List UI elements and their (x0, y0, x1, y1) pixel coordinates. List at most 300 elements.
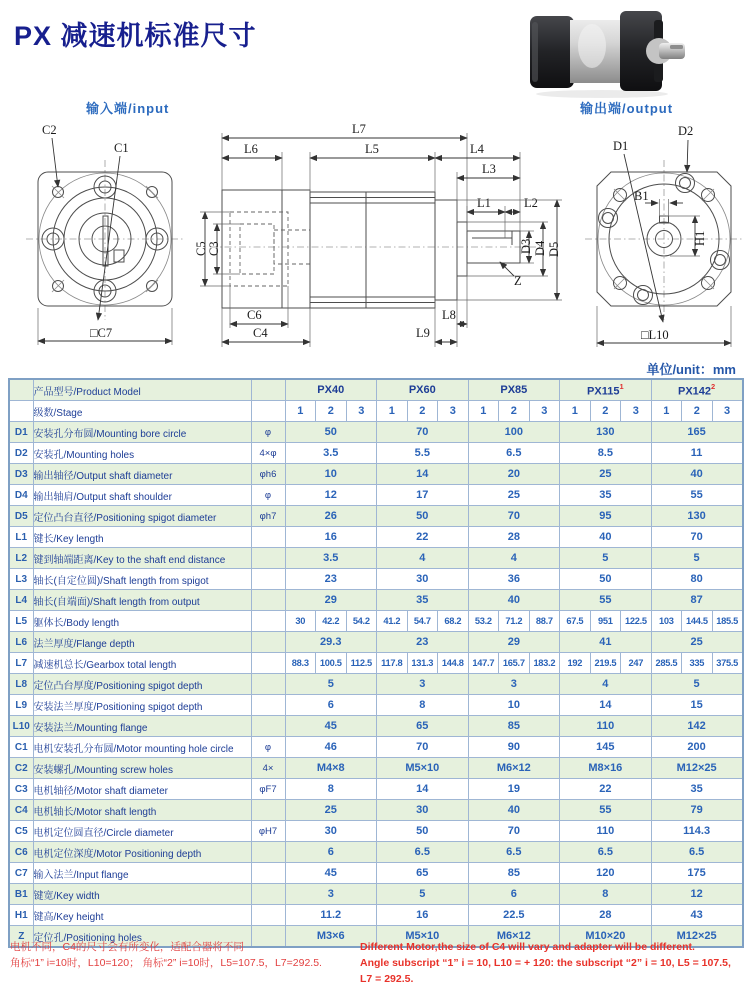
stage-cell: 3 (529, 401, 560, 422)
table-row (9, 716, 743, 737)
value-cell: 120 (560, 863, 652, 884)
row-symbol: φ (251, 422, 285, 443)
value-cell: 90 (468, 737, 560, 758)
value-cell: 22 (377, 527, 469, 548)
value-cell: 5 (651, 548, 743, 569)
footnote-cn-line1: 电机不同，C4的尺寸会有所变化，适配合器将不同 (10, 941, 244, 953)
row-symbol: φh7 (251, 506, 285, 527)
value-cell: 185.5 (712, 611, 743, 632)
stage-cell: 3 (438, 401, 469, 422)
model-header: $PX115^1$ (560, 379, 652, 401)
value-cell: 50 (560, 569, 652, 590)
value-cell: 88.3 (285, 653, 316, 674)
dim-label-l1: L1 (477, 196, 491, 210)
row-label: 安装孔分布圆/Mounting bore circle (33, 422, 251, 443)
footnote-en-line1: Different Motor,the size of C4 will vary and adapter will be different. (360, 941, 695, 953)
value-cell: 8 (377, 695, 469, 716)
stage-cell: 1 (377, 401, 408, 422)
value-cell: 43 (651, 905, 743, 926)
table-row (9, 674, 743, 695)
row-symbol (251, 632, 285, 653)
value-cell: 17 (377, 485, 469, 506)
stage-cell: 3 (346, 401, 377, 422)
value-cell: 95 (560, 506, 652, 527)
dim-label-d2: D2 (678, 124, 694, 138)
table-row (9, 443, 743, 464)
value-cell: 5 (651, 674, 743, 695)
value-cell: 23 (285, 569, 377, 590)
row-label: 电机定位深度/Motor Positioning depth (33, 842, 251, 863)
row-label: 轴长(自端面)/Shaft length from output (33, 590, 251, 611)
value-cell: 285.5 (651, 653, 682, 674)
row-label: 定位凸台直径/Positioning spigot diameter (33, 506, 251, 527)
value-cell: 71.2 (499, 611, 530, 632)
value-cell: 65 (377, 716, 469, 737)
row-code: L4 (9, 590, 33, 611)
page-title: PX 减速机标准尺寸 (14, 21, 257, 51)
value-cell: 122.5 (621, 611, 652, 632)
row-label: 安装孔/Mounting holes (33, 443, 251, 464)
row-label: 安装法兰厚度/Positioning spigot depth (33, 695, 251, 716)
row-label: 躯体长/Body length (33, 611, 251, 632)
value-cell: 54.2 (346, 611, 377, 632)
row-symbol (251, 884, 285, 905)
row-code: L6 (9, 632, 33, 653)
value-cell: 6 (285, 842, 377, 863)
stage-cell: 2 (316, 401, 347, 422)
row-symbol: 4× (251, 758, 285, 779)
value-cell: 117.8 (377, 653, 408, 674)
value-cell: 11 (651, 443, 743, 464)
dim-label-c4: C4 (253, 326, 268, 340)
row-code: Z (9, 926, 33, 948)
value-cell: 55 (560, 800, 652, 821)
value-cell: 175 (651, 863, 743, 884)
dim-label-c5: C5 (194, 241, 208, 256)
value-cell: 14 (377, 779, 469, 800)
value-cell: 35 (560, 485, 652, 506)
table-row (9, 653, 743, 674)
value-cell: 28 (560, 905, 652, 926)
value-cell: 6.5 (377, 842, 469, 863)
value-cell: 29.3 (285, 632, 377, 653)
row-label: 安装法兰/Mounting flange (33, 716, 251, 737)
value-cell: 50 (377, 506, 469, 527)
value-cell: 12 (285, 485, 377, 506)
table-row (9, 548, 743, 569)
value-cell: 16 (285, 527, 377, 548)
dim-label-b1: B1 (634, 189, 649, 203)
row-label: 安装螺孔/Mounting screw holes (33, 758, 251, 779)
value-cell: M5×10 (377, 926, 469, 948)
output-end-view (585, 124, 743, 347)
table-row (9, 569, 743, 590)
table-row (9, 611, 743, 632)
value-cell: 4 (468, 548, 560, 569)
dim-label-d3: D3 (519, 238, 533, 254)
value-cell: 8 (560, 884, 652, 905)
value-cell: 6.5 (560, 842, 652, 863)
row-code (9, 379, 33, 401)
value-cell: 247 (621, 653, 652, 674)
value-cell: M12×25 (651, 758, 743, 779)
row-code: D3 (9, 464, 33, 485)
row-code: C6 (9, 842, 33, 863)
row-code: L8 (9, 674, 33, 695)
value-cell: 100 (468, 422, 560, 443)
value-cell: 68.2 (438, 611, 469, 632)
value-cell: 145 (560, 737, 652, 758)
value-cell: 6 (285, 695, 377, 716)
value-cell: 8 (285, 779, 377, 800)
table-row (9, 422, 743, 443)
table-row (9, 464, 743, 485)
model-header: PX40 (285, 379, 377, 401)
row-symbol (251, 905, 285, 926)
output-view-label: 输出端/output (580, 101, 674, 116)
model-header: $PX142^2$ (651, 379, 743, 401)
table-row (9, 737, 743, 758)
row-symbol (251, 716, 285, 737)
value-cell: M10×20 (560, 926, 652, 948)
value-cell: 50 (285, 422, 377, 443)
row-symbol (251, 695, 285, 716)
value-cell: 14 (377, 464, 469, 485)
dim-label-l8: L8 (442, 308, 456, 322)
row-label: 轴长(自定位圆)/Shaft length from spigot (33, 569, 251, 590)
stage-cell: 1 (651, 401, 682, 422)
value-cell: 3 (377, 674, 469, 695)
dim-label-d4: D4 (533, 240, 547, 256)
value-cell: M8×16 (560, 758, 652, 779)
row-code: L3 (9, 569, 33, 590)
stage-cell: 2 (590, 401, 621, 422)
photo-shaft-key (670, 45, 683, 49)
value-cell: 70 (468, 506, 560, 527)
dim-label-z: Z (514, 274, 522, 288)
table-row (9, 695, 743, 716)
row-code: L10 (9, 716, 33, 737)
value-cell: 15 (651, 695, 743, 716)
value-cell: 6 (468, 884, 560, 905)
value-cell: 130 (560, 422, 652, 443)
value-cell: 50 (377, 821, 469, 842)
value-cell: 5 (285, 674, 377, 695)
table-row (9, 842, 743, 863)
row-code: L9 (9, 695, 33, 716)
footnote-chinese (10, 939, 350, 971)
value-cell: 22.5 (468, 905, 560, 926)
product-model-header: 产品型号/Product Model (33, 379, 251, 401)
row-label: 电机安装孔分布圆/Motor mounting hole circle (33, 737, 251, 758)
dim-label-c3: C3 (207, 241, 221, 256)
value-cell: 80 (651, 569, 743, 590)
value-cell: 112.5 (346, 653, 377, 674)
value-cell: 6.5 (468, 842, 560, 863)
row-label: 电机轴径/Motor shaft diameter (33, 779, 251, 800)
value-cell: 110 (560, 716, 652, 737)
stage-cell: 3 (712, 401, 743, 422)
row-symbol (251, 842, 285, 863)
value-cell: 20 (468, 464, 560, 485)
value-cell: 30 (377, 569, 469, 590)
row-symbol (251, 401, 285, 422)
value-cell: 88.7 (529, 611, 560, 632)
value-cell: 165 (651, 422, 743, 443)
value-cell: 100.5 (316, 653, 347, 674)
technical-drawings (0, 95, 750, 360)
value-cell: M12×25 (651, 926, 743, 948)
value-cell: 103 (651, 611, 682, 632)
footnote-en-line2: Angle subscript “1” i = 10, L10 = + 120: the subscript “2” i = 10, L5 = 107.5, L7 = 292.5. (360, 957, 731, 985)
value-cell: M6×12 (468, 926, 560, 948)
value-cell: M3×6 (285, 926, 377, 948)
value-cell: 375.5 (712, 653, 743, 674)
row-label: 电机定位圆直径/Circle diameter (33, 821, 251, 842)
value-cell: 6.5 (651, 842, 743, 863)
value-cell: 3.5 (285, 548, 377, 569)
row-code: B1 (9, 884, 33, 905)
dim-label-l7: L7 (352, 122, 366, 136)
row-label: 电机轴长/Motor shaft length (33, 800, 251, 821)
value-cell: 951 (590, 611, 621, 632)
value-cell: 70 (651, 527, 743, 548)
value-cell: 25 (468, 485, 560, 506)
value-cell: 8.5 (560, 443, 652, 464)
row-code: C3 (9, 779, 33, 800)
row-code: L7 (9, 653, 33, 674)
row-label: 输出轴肩/Output shaft shoulder (33, 485, 251, 506)
gearbox-product-photo (520, 2, 685, 100)
row-code: C7 (9, 863, 33, 884)
table-row (9, 821, 743, 842)
row-label: 输出轴径/Output shaft diameter (33, 464, 251, 485)
value-cell: 11.2 (285, 905, 377, 926)
spec-table (8, 378, 744, 948)
stage-cell: 2 (682, 401, 713, 422)
table-row (9, 506, 743, 527)
row-code: C5 (9, 821, 33, 842)
value-cell: 29 (468, 632, 560, 653)
value-cell: M6×12 (468, 758, 560, 779)
value-cell: M5×10 (377, 758, 469, 779)
value-cell: 55 (560, 590, 652, 611)
row-code: L5 (9, 611, 33, 632)
stage-cell: 1 (468, 401, 499, 422)
value-cell: 165.7 (499, 653, 530, 674)
row-symbol: φ (251, 737, 285, 758)
value-cell: 40 (651, 464, 743, 485)
value-cell: 183.2 (529, 653, 560, 674)
value-cell: 26 (285, 506, 377, 527)
row-symbol (251, 863, 285, 884)
value-cell: 16 (377, 905, 469, 926)
value-cell: 5.5 (377, 443, 469, 464)
table-row (9, 863, 743, 884)
value-cell: 40 (468, 800, 560, 821)
table-row (9, 758, 743, 779)
dim-label-d1: D1 (613, 139, 629, 153)
table-row (9, 884, 743, 905)
value-cell: 40 (468, 590, 560, 611)
value-cell: 30 (377, 800, 469, 821)
stage-header: 级数/Stage (33, 401, 251, 422)
value-cell: 41 (560, 632, 652, 653)
stage-cell: 1 (285, 401, 316, 422)
row-code: D5 (9, 506, 33, 527)
value-cell: 42.2 (316, 611, 347, 632)
row-label: 键高/Key height (33, 905, 251, 926)
value-cell: 3 (285, 884, 377, 905)
value-cell: 147.7 (468, 653, 499, 674)
row-symbol (251, 527, 285, 548)
row-code: C1 (9, 737, 33, 758)
row-label: 减速机总长/Gearbox total length (33, 653, 251, 674)
value-cell: 110 (560, 821, 652, 842)
value-cell: 28 (468, 527, 560, 548)
row-symbol (251, 653, 285, 674)
value-cell: 142 (651, 716, 743, 737)
dim-label-c1: C1 (114, 141, 129, 155)
row-label: 法兰厚度/Flange depth (33, 632, 251, 653)
row-code: D2 (9, 443, 33, 464)
row-code: D4 (9, 485, 33, 506)
value-cell: 25 (651, 632, 743, 653)
value-cell: 192 (560, 653, 591, 674)
value-cell: 6.5 (468, 443, 560, 464)
value-cell: 79 (651, 800, 743, 821)
dim-label-l5: L5 (365, 142, 379, 156)
photo-rear-highlight (532, 22, 538, 82)
row-code: L1 (9, 527, 33, 548)
value-cell: 40 (560, 527, 652, 548)
value-cell: 25 (560, 464, 652, 485)
row-label: 输入法兰/Input flange (33, 863, 251, 884)
row-symbol (251, 590, 285, 611)
row-code: C4 (9, 800, 33, 821)
value-cell: 30 (285, 611, 316, 632)
unit-label: 单位/unit：mm (646, 362, 736, 377)
value-cell: 45 (285, 863, 377, 884)
row-symbol: φH7 (251, 821, 285, 842)
row-code (9, 401, 33, 422)
table-row (9, 632, 743, 653)
value-cell: 4 (377, 548, 469, 569)
row-code: L2 (9, 548, 33, 569)
table-header-row (9, 379, 743, 401)
dim-label-l2: L2 (524, 196, 538, 210)
row-symbol (251, 674, 285, 695)
value-cell: 22 (560, 779, 652, 800)
value-cell: M4×8 (285, 758, 377, 779)
photo-body-highlight (578, 24, 606, 68)
stage-cell: 2 (499, 401, 530, 422)
stage-header-row (9, 401, 743, 422)
value-cell: 131.3 (407, 653, 438, 674)
value-cell: 35 (651, 779, 743, 800)
table-row (9, 779, 743, 800)
value-cell: 30 (285, 821, 377, 842)
table-row (9, 590, 743, 611)
value-cell: 19 (468, 779, 560, 800)
stage-cell: 2 (407, 401, 438, 422)
dim-label-c7: □C7 (90, 326, 113, 340)
value-cell: 45 (285, 716, 377, 737)
value-cell: 53.2 (468, 611, 499, 632)
value-cell: 14 (560, 695, 652, 716)
row-symbol: φF7 (251, 779, 285, 800)
row-symbol (251, 569, 285, 590)
value-cell: 10 (285, 464, 377, 485)
row-code: C2 (9, 758, 33, 779)
value-cell: 5 (377, 884, 469, 905)
model-header: PX60 (377, 379, 469, 401)
dim-label-c2: C2 (42, 123, 57, 137)
model-header: PX85 (468, 379, 560, 401)
dim-label-l6: L6 (244, 142, 258, 156)
value-cell: 10 (468, 695, 560, 716)
value-cell: 23 (377, 632, 469, 653)
row-symbol (251, 548, 285, 569)
row-label: 定位凸台厚度/Positioning spigot depth (33, 674, 251, 695)
value-cell: 35 (377, 590, 469, 611)
value-cell: 70 (377, 737, 469, 758)
value-cell: 144.5 (682, 611, 713, 632)
value-cell: 55 (651, 485, 743, 506)
value-cell: 5 (560, 548, 652, 569)
dim-label-l9: L9 (416, 326, 430, 340)
value-cell: 70 (377, 422, 469, 443)
value-cell: 130 (651, 506, 743, 527)
row-label: 键长/Key length (33, 527, 251, 548)
dim-label-d5: D5 (547, 241, 561, 257)
row-symbol: 4×φ (251, 443, 285, 464)
row-symbol (251, 800, 285, 821)
dim-label-l3: L3 (482, 162, 496, 176)
input-end-view (26, 123, 184, 345)
footnote-english (360, 939, 746, 987)
row-symbol: φh6 (251, 464, 285, 485)
value-cell: 3.5 (285, 443, 377, 464)
value-cell: 29 (285, 590, 377, 611)
table-row (9, 485, 743, 506)
value-cell: 36 (468, 569, 560, 590)
row-code: D1 (9, 422, 33, 443)
value-cell: 4 (560, 674, 652, 695)
value-cell: 25 (285, 800, 377, 821)
value-cell: 219.5 (590, 653, 621, 674)
value-cell: 12 (651, 884, 743, 905)
row-code: H1 (9, 905, 33, 926)
input-view-label: 输入端/input (86, 101, 170, 116)
value-cell: 70 (468, 821, 560, 842)
value-cell: 144.8 (438, 653, 469, 674)
value-cell: 85 (468, 863, 560, 884)
side-view (194, 122, 562, 347)
dim-label-l10: □L10 (641, 328, 669, 342)
table-row (9, 800, 743, 821)
row-label: 定位孔/Positioning holes (33, 926, 251, 948)
stage-cell: 1 (560, 401, 591, 422)
footnote-cn-line2: 角标“1” i=10时，L10=120； 角标“2” i=10时，L5=107.5，L7=292.5. (10, 957, 322, 969)
dim-label-h1: H1 (693, 230, 707, 246)
value-cell: 335 (682, 653, 713, 674)
value-cell: 65 (377, 863, 469, 884)
row-symbol: φ (251, 485, 285, 506)
row-symbol (251, 611, 285, 632)
dim-label-l4: L4 (470, 142, 484, 156)
value-cell: 200 (651, 737, 743, 758)
